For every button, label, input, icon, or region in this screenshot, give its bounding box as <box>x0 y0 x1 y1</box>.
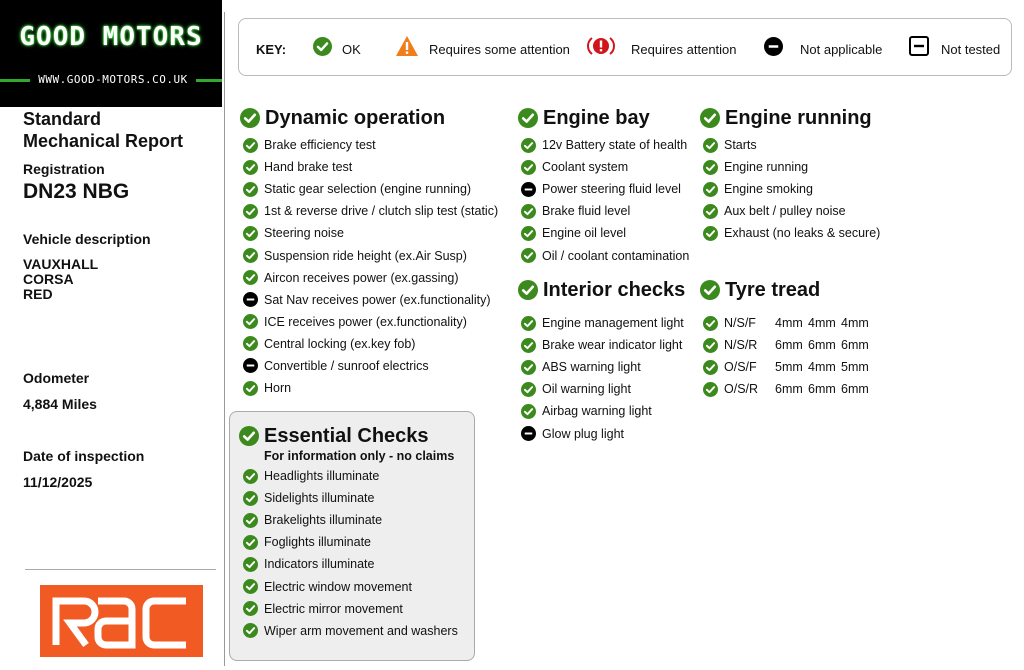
tyre-position: O/S/R <box>724 382 759 397</box>
report-title-line2: Mechanical Report <box>23 131 184 151</box>
check-item-label: Starts <box>724 138 757 153</box>
ok-icon <box>703 204 718 219</box>
registration-value: DN23 NBG <box>23 180 130 203</box>
check-item-label: Brake fluid level <box>542 204 631 219</box>
check-item <box>521 156 689 178</box>
key-attention-label: Requires attention <box>631 42 737 57</box>
ok-icon <box>700 108 720 128</box>
key-some-attention <box>395 35 570 57</box>
ok-icon <box>521 316 536 331</box>
ok-icon <box>700 280 720 300</box>
ok-icon <box>243 138 258 153</box>
check-item <box>243 267 498 289</box>
check-item <box>521 178 689 200</box>
vehicle-description-label: Vehicle description <box>23 231 151 247</box>
check-item <box>243 333 498 355</box>
essential-checks-subtitle: For information only - no claims <box>264 449 455 463</box>
odometer-label: Odometer <box>23 370 90 386</box>
tyre-tread-section <box>700 278 874 400</box>
check-item <box>243 377 498 399</box>
ok-icon <box>243 557 258 572</box>
tread-depth-2: 6mm <box>808 382 836 397</box>
tread-depth-3: 6mm <box>841 338 869 353</box>
ok-icon <box>239 426 259 446</box>
check-item-label: Airbag warning light <box>542 404 652 419</box>
ok-icon <box>243 381 258 396</box>
check-item-label: Wiper arm movement and washers <box>264 623 458 638</box>
check-item <box>243 465 458 487</box>
check-item <box>243 244 498 266</box>
check-item <box>243 553 458 575</box>
check-item-label: Glow plug light <box>542 426 624 441</box>
check-item <box>243 156 498 178</box>
dynamic-operation-list <box>243 134 498 399</box>
check-item-label: Brakelights illuminate <box>264 513 383 528</box>
ok-icon <box>703 382 718 397</box>
tyre-tread-table <box>703 312 874 400</box>
engine-running-section <box>700 106 880 244</box>
key-legend <box>238 18 1012 76</box>
check-item-label: ABS warning light <box>542 360 641 375</box>
check-item <box>521 422 685 444</box>
key-not-tested <box>909 35 1000 57</box>
ok-icon <box>243 336 258 351</box>
check-item <box>521 356 685 378</box>
engine-bay-title-text: Engine bay <box>543 106 650 129</box>
dynamic-operation-section <box>240 106 498 399</box>
check-item <box>243 598 458 620</box>
check-item <box>243 200 498 222</box>
tread-depth-1: 6mm <box>775 382 803 397</box>
ok-icon <box>521 226 536 241</box>
warning-icon <box>395 35 419 57</box>
check-item-label: 1st & reverse drive / clutch slip test (static) <box>264 204 499 219</box>
interior-checks-title <box>518 278 685 302</box>
check-item-label: Coolant system <box>542 160 629 175</box>
alert-icon <box>587 35 615 57</box>
check-item-label: Aircon receives power (ex.gassing) <box>264 270 459 285</box>
ok-icon <box>240 108 260 128</box>
check-item <box>521 200 689 222</box>
not-applicable-icon <box>243 358 258 373</box>
ok-icon <box>521 382 536 397</box>
essential-checks-panel <box>229 411 475 661</box>
tyre-tread-title <box>700 278 874 302</box>
essential-checks-title-text: Essential Checks <box>264 424 429 447</box>
inspection-date-label: Date of inspection <box>23 448 145 464</box>
key-not-applicable-label: Not applicable <box>800 42 883 57</box>
check-item <box>243 509 458 531</box>
check-item-label: Engine oil level <box>542 226 627 241</box>
registration-label: Registration <box>23 161 105 177</box>
ok-icon <box>518 280 538 300</box>
check-item <box>521 134 689 156</box>
ok-icon <box>703 360 718 375</box>
essential-checks-title <box>239 424 458 448</box>
check-item <box>521 222 689 244</box>
check-item <box>243 289 498 311</box>
dynamic-operation-title <box>240 106 498 130</box>
engine-running-title-text: Engine running <box>725 106 872 129</box>
tyre-row <box>703 312 874 334</box>
ok-icon <box>703 226 718 241</box>
engine-running-list <box>703 134 880 244</box>
odometer-value: 4,884 Miles <box>23 396 97 412</box>
check-item <box>521 312 685 334</box>
vehicle-colour: RED <box>23 286 53 302</box>
interior-checks-section <box>518 278 685 445</box>
check-item <box>521 334 685 356</box>
ok-icon <box>243 623 258 638</box>
check-item-label: Sidelights illuminate <box>264 491 375 506</box>
check-item-label: Brake wear indicator light <box>542 338 683 353</box>
not-applicable-icon <box>521 182 536 197</box>
ok-icon <box>703 182 718 197</box>
check-item-label: Engine running <box>724 160 809 175</box>
ok-icon <box>521 160 536 175</box>
tread-depth-1: 4mm <box>775 316 803 331</box>
engine-bay-title <box>518 106 689 130</box>
ok-icon <box>243 248 258 263</box>
key-ok-label: OK <box>342 42 361 57</box>
check-item <box>521 400 685 422</box>
essential-checks-list <box>243 465 458 642</box>
key-ok <box>313 35 361 57</box>
inspection-date-value: 11/12/2025 <box>23 474 93 490</box>
ok-icon <box>243 226 258 241</box>
ok-icon <box>521 204 536 219</box>
ok-icon <box>243 182 258 197</box>
not-tested-icon <box>909 36 929 56</box>
check-item-label: ICE receives power (ex.functionality) <box>264 314 467 329</box>
check-item <box>243 222 498 244</box>
tyre-row <box>703 356 874 378</box>
check-item-label: Steering noise <box>264 226 344 241</box>
logo-bar-left <box>0 79 30 82</box>
check-item-label: Sat Nav receives power (ex.functionality) <box>264 292 491 307</box>
check-item-label: Central locking (ex.key fob) <box>264 336 416 351</box>
ok-icon <box>703 160 718 175</box>
tyre-tread-title-text: Tyre tread <box>725 278 821 301</box>
logo-name: GOOD MOTORS <box>19 22 203 52</box>
tread-depth-2: 4mm <box>808 360 836 375</box>
check-item-label: Engine management light <box>542 316 684 331</box>
ok-icon <box>243 513 258 528</box>
ok-icon <box>243 535 258 550</box>
tyre-row <box>703 378 874 400</box>
tread-depth-3: 5mm <box>841 360 869 375</box>
ok-icon <box>703 338 718 353</box>
ok-icon <box>313 37 332 56</box>
tyre-position: N/S/R <box>724 338 758 353</box>
column-divider <box>224 12 225 666</box>
engine-bay-list <box>521 134 689 267</box>
rac-logo <box>40 585 203 657</box>
ok-icon <box>521 338 536 353</box>
check-item-label: Convertible / sunroof electrics <box>264 358 429 373</box>
tyre-position: N/S/F <box>724 316 756 331</box>
tread-depth-1: 5mm <box>775 360 803 375</box>
check-item <box>521 244 689 266</box>
key-title: KEY: <box>256 42 287 57</box>
check-item <box>243 575 458 597</box>
ok-icon <box>521 138 536 153</box>
tread-depth-3: 4mm <box>841 316 869 331</box>
check-item <box>703 134 880 156</box>
key-some-attention-label: Requires some attention <box>429 42 570 57</box>
check-item <box>703 156 880 178</box>
ok-icon <box>243 469 258 484</box>
key-attention <box>587 35 737 57</box>
check-item-label: Static gear selection (engine running) <box>264 182 472 197</box>
left-divider <box>25 569 216 570</box>
check-item <box>243 355 498 377</box>
check-item <box>243 178 498 200</box>
check-item <box>521 378 685 400</box>
engine-running-title <box>700 106 880 130</box>
check-item <box>243 620 458 642</box>
check-item-label: Aux belt / pulley noise <box>724 204 846 219</box>
check-item <box>703 222 880 244</box>
ok-icon <box>521 360 536 375</box>
key-not-tested-label: Not tested <box>941 42 1001 57</box>
check-item <box>243 134 498 156</box>
not-applicable-icon <box>764 37 783 56</box>
tyre-row <box>703 334 874 356</box>
good-motors-logo <box>0 0 222 107</box>
tyre-position: O/S/F <box>724 360 757 375</box>
rac-logo-mark <box>40 585 203 657</box>
check-item-label: Electric mirror movement <box>264 601 403 616</box>
ok-icon <box>243 314 258 329</box>
check-item-label: Oil / coolant contamination <box>542 248 690 263</box>
report-title-line1: Standard <box>23 109 102 129</box>
logo-url: WWW.GOOD-MOTORS.CO.UK <box>38 73 188 86</box>
ok-icon <box>243 270 258 285</box>
tread-depth-1: 6mm <box>775 338 803 353</box>
check-item-label: Hand brake test <box>264 160 353 175</box>
key-not-applicable <box>764 35 882 57</box>
tread-depth-2: 6mm <box>808 338 836 353</box>
ok-icon <box>521 404 536 419</box>
ok-icon <box>521 248 536 263</box>
ok-icon <box>243 491 258 506</box>
check-item-label: Engine smoking <box>724 182 813 197</box>
not-applicable-icon <box>521 426 536 441</box>
ok-icon <box>243 579 258 594</box>
not-applicable-icon <box>243 292 258 307</box>
check-item <box>243 487 458 509</box>
check-item-label: Foglights illuminate <box>264 535 371 550</box>
dynamic-operation-title-text: Dynamic operation <box>265 106 446 129</box>
interior-checks-title-text: Interior checks <box>543 278 686 301</box>
check-item-label: Suspension ride height (ex.Air Susp) <box>264 248 467 263</box>
interior-checks-list <box>521 312 685 445</box>
ok-icon <box>703 138 718 153</box>
check-item-label: Indicators illuminate <box>264 557 375 572</box>
check-item-label: Power steering fluid level <box>542 182 681 197</box>
vehicle-make: VAUXHALL <box>23 256 99 272</box>
engine-bay-section <box>518 106 689 267</box>
check-item-label: 12v Battery state of health <box>542 138 688 153</box>
ok-icon <box>243 160 258 175</box>
check-item <box>703 178 880 200</box>
ok-icon <box>518 108 538 128</box>
check-item-label: Electric window movement <box>264 579 412 594</box>
check-item-label: Brake efficiency test <box>264 138 376 153</box>
vehicle-model: CORSA <box>23 271 74 287</box>
check-item <box>703 200 880 222</box>
ok-icon <box>243 601 258 616</box>
ok-icon <box>703 316 718 331</box>
logo-bar-right <box>196 79 222 82</box>
check-item <box>243 531 458 553</box>
check-item-label: Oil warning light <box>542 382 631 397</box>
check-item <box>243 311 498 333</box>
ok-icon <box>243 204 258 219</box>
check-item-label: Headlights illuminate <box>264 469 380 484</box>
tread-depth-3: 6mm <box>841 382 869 397</box>
check-item-label: Exhaust (no leaks & secure) <box>724 226 881 241</box>
tread-depth-2: 4mm <box>808 316 836 331</box>
check-item-label: Horn <box>264 381 292 396</box>
